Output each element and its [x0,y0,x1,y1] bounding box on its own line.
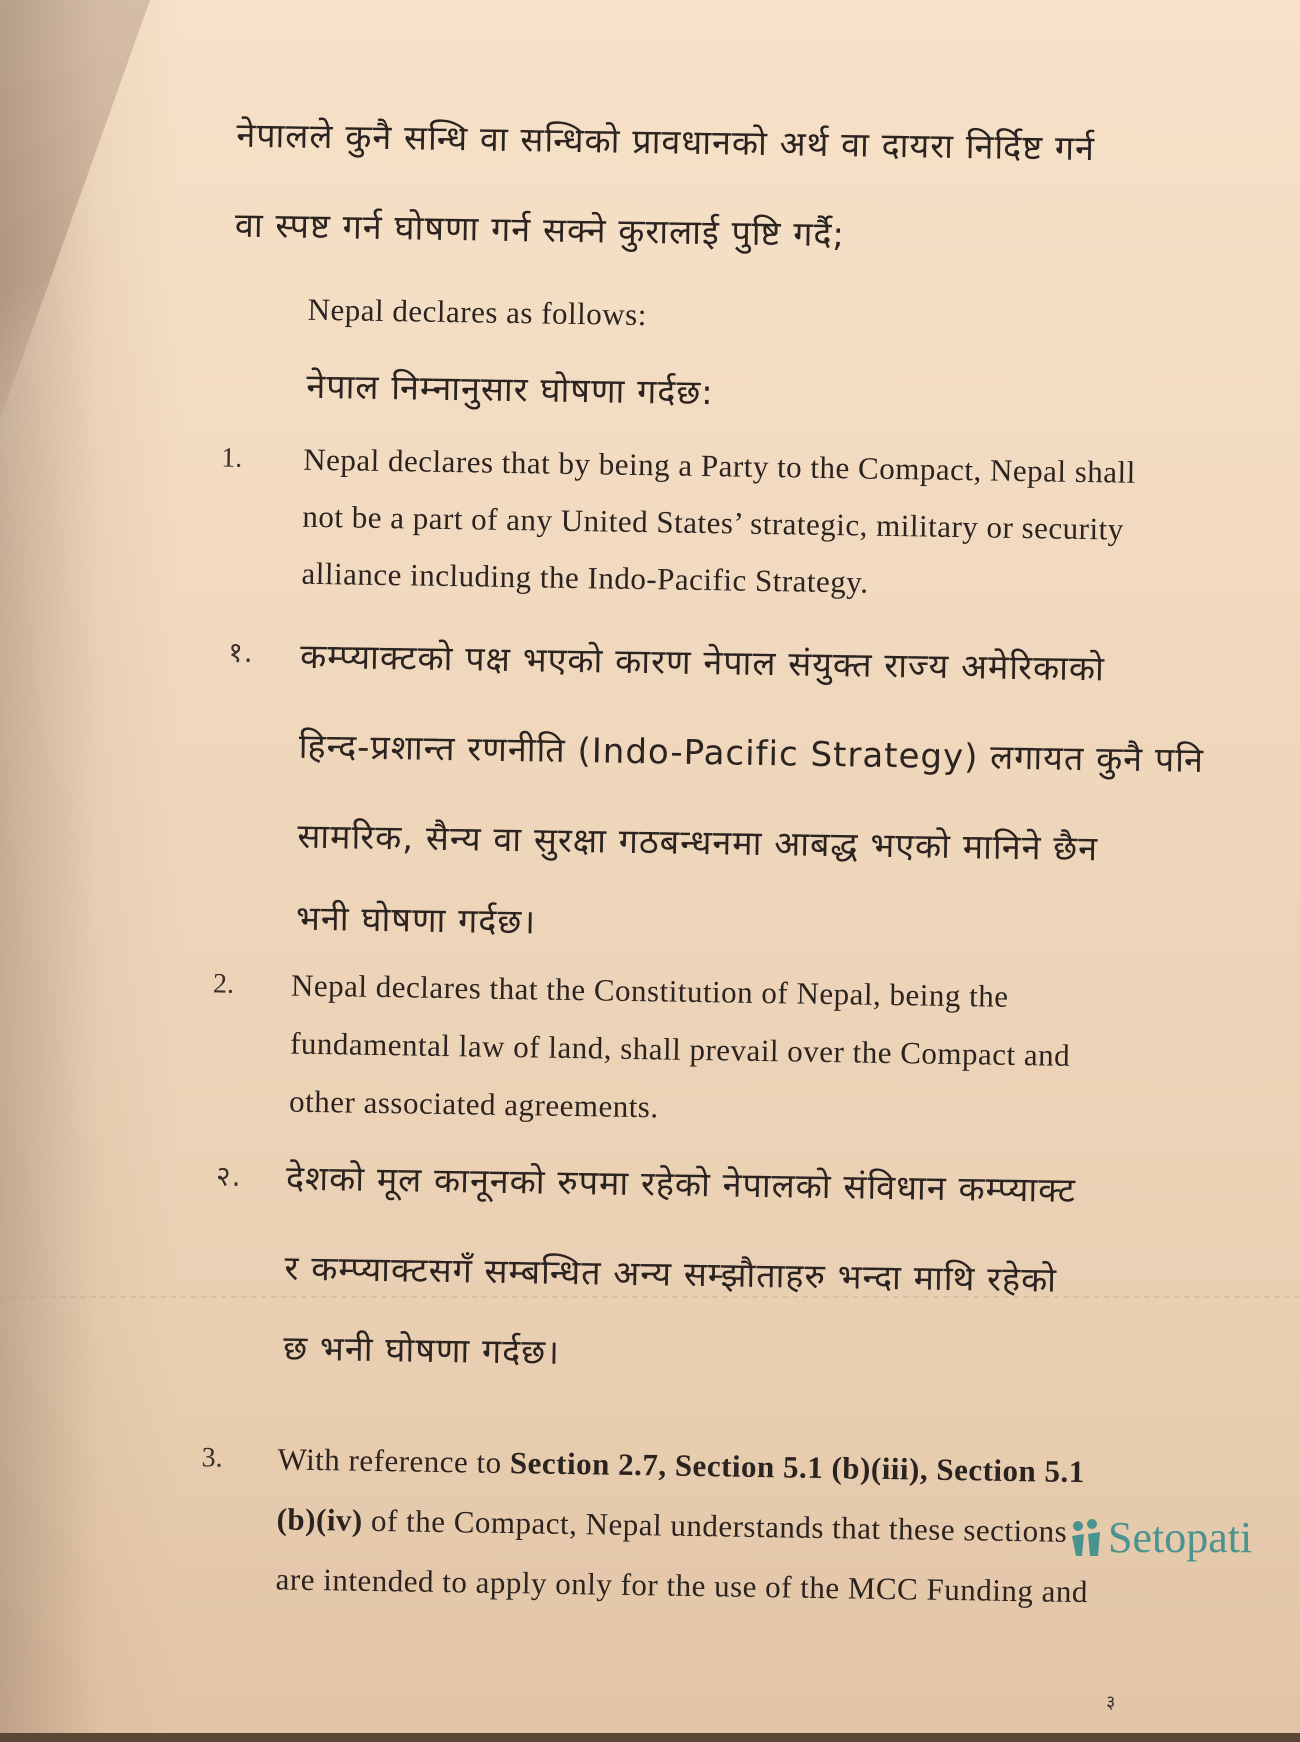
item-1-en-line-3: alliance including the Indo-Pacific Strategy. [301,555,869,600]
item-3-line-1 [277,1441,1085,1490]
item-2-number: 2. [212,968,235,1000]
item-2-en-line-1: Nepal declares that the Constitution of Nepal, being the [290,967,1009,1014]
item-2-np-line-3: छ भनी घोषणा गर्दछ। [283,1328,561,1373]
item-3-line-2 [276,1501,1067,1549]
item-3-line-2-text: of the Compact, Nepal understands that these sections [362,1502,1068,1549]
watermark-text: Setopati [1108,1513,1253,1562]
item-3-line-3: are intended to apply only for the use of the MCC Funding and [275,1561,1089,1610]
item-1-en-line-2: not be a part of any United States’ strategic, military or security [302,498,1125,547]
item-2-np-line-2: र कम्प्याक्टसगँ सम्बन्धित अन्य सम्झौताहरु भन्दा माथि रहेको [284,1248,1058,1301]
item-1-number-np: १. [228,635,254,669]
item-3-section-ref-biv: (b)(iv) [276,1501,364,1538]
item-1-np-line-1: कम्प्याक्टको पक्ष भएको कारण नेपाल संयुक्त राज्य अमेरिकाको [299,636,1106,690]
item-1-number: 1. [221,442,243,474]
item-1-np-line-2: हिन्द-प्रशान्त रणनीति (Indo-Pacific Strategy) लगायत कुनै पनि [298,726,1205,781]
item-1-np-line-3: सामरिक, सैन्य वा सुरक्षा गठबन्धनमा आबद्ध भएको मानिने छैन [297,816,1099,870]
declares-heading-en: Nepal declares as follows: [307,291,648,333]
item-2-np-line-1: देशको मूल कानूनको रुपमा रहेको नेपालको संविधान कम्प्याक्ट [285,1158,1077,1211]
intro-line-2: वा स्पष्ट गर्न घोषणा गर्न सक्ने कुरालाई पुष्टि गर्दै; [234,205,846,256]
declares-heading-np: नेपाल निम्नानुसार घोषणा गर्दछ: [306,366,714,414]
item-2-en-line-2: fundamental law of land, shall prevail over the Compact and [289,1025,1071,1073]
item-2-en-line-3: other associated agreements. [288,1083,659,1125]
setopati-logo-icon [1068,1518,1104,1558]
item-1-np-line-4: भनी घोषणा गर्दछ। [295,898,537,943]
item-3-section-references: Section 2.7, Section 5.1 (b)(iii), Section 5.1 [509,1445,1086,1490]
intro-line-1: नेपालले कुनै सन्धि वा सन्धिको प्रावधानको अर्थ वा दायरा निर्दिष्ट गर्न [236,115,1096,170]
setopati-watermark [1068,1512,1252,1563]
page-number: ३ [1106,1692,1116,1713]
item-3-line-1-text: With reference to [277,1441,511,1481]
item-2-number-np: २. [215,1159,242,1193]
item-1-en-line-1: Nepal declares that by being a Party to the Compact, Nepal shall [303,441,1137,490]
item-3-number: 3. [201,1442,223,1474]
